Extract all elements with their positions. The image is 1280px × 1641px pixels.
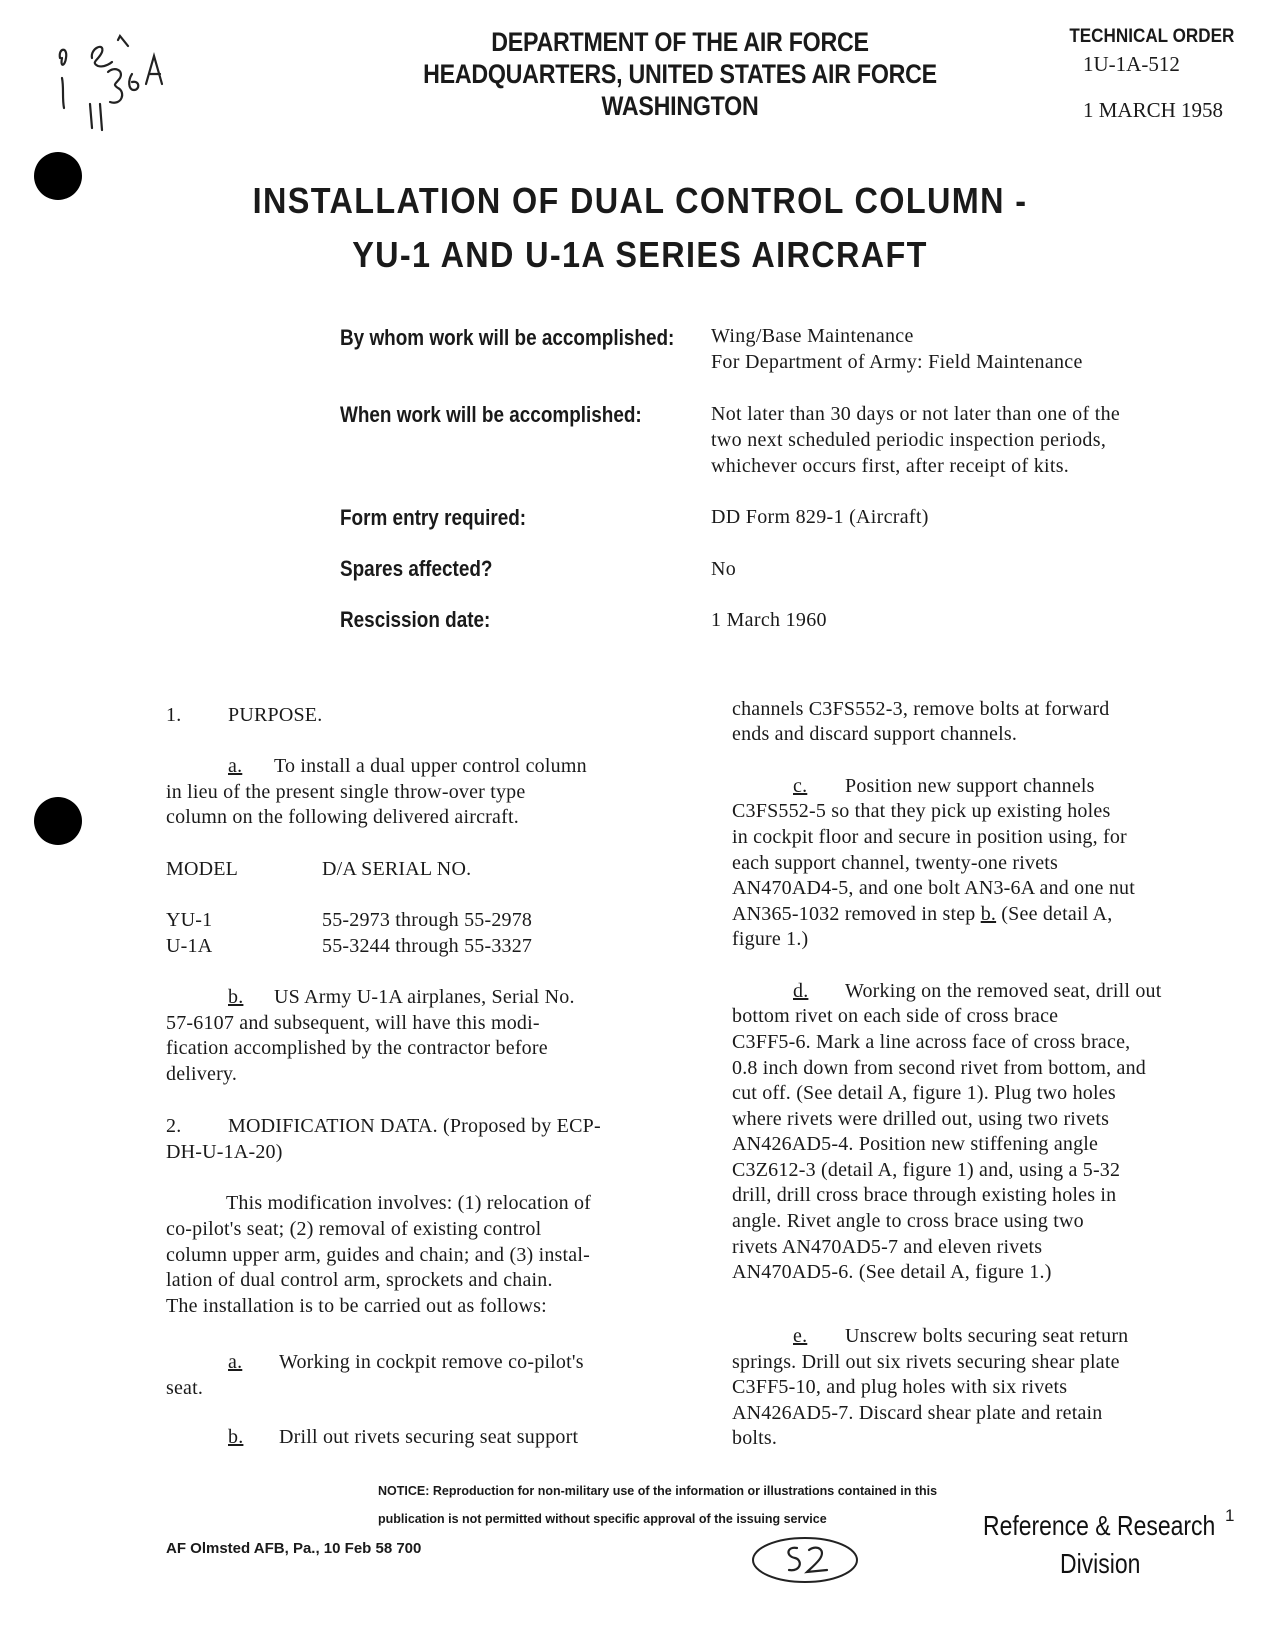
table-cell: 55-3244 through 55-3327 — [322, 935, 533, 957]
info-value-line: Wing/Base Maintenance — [711, 325, 914, 347]
info-label: Rescission date: — [340, 607, 491, 632]
paragraph-line: To install a dual upper control column — [274, 755, 587, 777]
paragraph-line: lation of dual control arm, sprockets and chain. — [166, 1269, 553, 1291]
section-number: 2. — [166, 1115, 182, 1137]
step-text: Working on the removed seat, drill out — [845, 980, 1162, 1002]
info-value-line: 1 March 1960 — [711, 609, 827, 631]
section-heading: PURPOSE. — [228, 704, 323, 726]
page-number: 1 — [1225, 1506, 1235, 1525]
step-text: rivets AN470AD5-7 and eleven rivets — [732, 1236, 1043, 1258]
step-letter: b. — [228, 1426, 244, 1448]
step-text: figure 1.) — [732, 928, 809, 950]
paragraph-line: fication accomplished by the contractor before — [166, 1037, 548, 1059]
step-text: in cockpit floor and secure in position using, for — [732, 826, 1127, 848]
paragraph-line: delivery. — [166, 1063, 238, 1085]
step-text: C3FF5-6. Mark a line across face of cross brace, — [732, 1031, 1131, 1053]
circled-handwritten-note — [745, 1530, 865, 1590]
table-header: MODEL — [166, 858, 239, 880]
info-value-line: For Department of Army: Field Maintenance — [711, 351, 1083, 373]
info-value — [711, 401, 1120, 479]
info-value — [711, 556, 736, 582]
stamp-line: Reference & Research — [983, 1510, 1216, 1541]
info-value — [711, 323, 1083, 375]
paragraph-letter: a. — [228, 755, 243, 777]
info-label: When work will be accomplished: — [340, 402, 642, 427]
step-reference: b. — [980, 903, 997, 925]
step-text: C3FS552-5 so that they pick up existing holes — [732, 800, 1111, 822]
paragraph-line: This modification involves: (1) relocation of — [226, 1192, 592, 1214]
info-label: Form entry required: — [340, 505, 527, 530]
technical-order-number: 1U-1A-512 — [1083, 52, 1180, 76]
step-text: AN470AD5-6. (See detail A, figure 1.) — [732, 1261, 1052, 1283]
reproduction-notice: publication is not permitted without specific approval of the issuing service — [378, 1512, 827, 1526]
step-text: drill, drill cross brace through existing holes in — [732, 1184, 1117, 1206]
punch-hole-top — [34, 152, 82, 200]
technical-order-date: 1 MARCH 1958 — [1083, 98, 1224, 122]
info-value-line: No — [711, 558, 737, 580]
step-letter: a. — [228, 1351, 243, 1373]
step-text: Working in cockpit remove co-pilot's — [279, 1351, 584, 1373]
table-cell: U-1A — [166, 935, 213, 957]
step-text: C3Z612-3 (detail A, figure 1) and, using a 5-32 — [732, 1159, 1121, 1181]
stamp-line: Division — [1060, 1548, 1141, 1579]
paragraph-line: in lieu of the present single throw-over type — [166, 781, 526, 803]
document-title-line: INSTALLATION OF DUAL CONTROL COLUMN - — [252, 180, 1028, 221]
step-letter: c. — [793, 775, 808, 797]
table-header: D/A SERIAL NO. — [322, 858, 472, 880]
step-text: bolts. — [732, 1427, 778, 1449]
step-text: angle. Rivet angle to cross brace using two — [732, 1210, 1084, 1232]
step-letter: d. — [793, 980, 809, 1002]
paragraph-line: US Army U-1A airplanes, Serial No. — [274, 986, 575, 1008]
info-value — [711, 607, 827, 633]
paragraph-line: 57-6107 and subsequent, will have this modi- — [166, 1012, 540, 1034]
paragraph-line: column upper arm, guides and chain; and (3) instal- — [166, 1244, 590, 1266]
step-text: springs. Drill out six rivets securing shear plate — [732, 1351, 1120, 1373]
step-text: Drill out rivets securing seat support — [279, 1426, 579, 1448]
info-label: By whom work will be accomplished: — [340, 325, 675, 350]
step-letter: e. — [793, 1325, 808, 1347]
handwritten-note — [50, 18, 190, 133]
info-value — [711, 504, 929, 530]
paragraph-line: The installation is to be carried out as follows: — [166, 1295, 547, 1317]
info-value-line: whichever occurs first, after receipt of kits. — [711, 455, 1070, 477]
table-cell: YU-1 — [166, 909, 213, 931]
paragraph-line: co-pilot's seat; (2) removal of existing control — [166, 1218, 542, 1240]
step-text: each support channel, twenty-one rivets — [732, 852, 1059, 874]
step-text: where rivets were drilled out, using two rivets — [732, 1108, 1110, 1130]
step-text: C3FF5-10, and plug holes with six rivets — [732, 1376, 1068, 1398]
step-text-segment: (See detail A, — [996, 903, 1113, 925]
paragraph-line: channels C3FS552-3, remove bolts at forward — [732, 698, 1110, 720]
step-text-segment: AN365-1032 removed in step — [732, 903, 981, 925]
info-value-line: two next scheduled periodic inspection periods, — [711, 429, 1107, 451]
paragraph-line: column on the following delivered aircraft. — [166, 806, 519, 828]
section-heading: MODIFICATION DATA. (Proposed by ECP- — [228, 1115, 601, 1137]
step-text: AN470AD4-5, and one bolt AN3-6A and one nut — [732, 877, 1135, 899]
step-text: AN426AD5-7. Discard shear plate and retain — [732, 1402, 1103, 1424]
section-number: 1. — [166, 704, 182, 726]
step-text: Position new support channels — [845, 775, 1095, 797]
header-line: HEADQUARTERS, UNITED STATES AIR FORCE — [423, 59, 937, 89]
technical-order-label: TECHNICAL ORDER — [1069, 26, 1234, 47]
step-text-line — [732, 902, 1112, 928]
section-heading: DH-U-1A-20) — [166, 1141, 283, 1163]
paragraph-letter: b. — [228, 986, 244, 1008]
punch-hole-middle — [34, 797, 82, 845]
issuing-authority — [422, 26, 938, 122]
step-text: bottom rivet on each side of cross brace — [732, 1005, 1059, 1027]
step-text: cut off. (See detail A, figure 1). Plug two holes — [732, 1082, 1116, 1104]
step-text: seat. — [166, 1377, 204, 1399]
printer-imprint: AF Olmsted AFB, Pa., 10 Feb 58 700 — [166, 1540, 422, 1557]
reproduction-notice: NOTICE: Reproduction for non-military use of the information or illustrations contained in this — [378, 1484, 938, 1498]
step-text: AN426AD5-4. Position new stiffening angle — [732, 1133, 1099, 1155]
paragraph-line: ends and discard support channels. — [732, 723, 1018, 745]
step-text: Unscrew bolts securing seat return — [845, 1325, 1129, 1347]
header-line: WASHINGTON — [601, 91, 759, 121]
document-title-line: YU-1 AND U-1A SERIES AIRCRAFT — [352, 234, 928, 275]
info-label: Spares affected? — [340, 556, 493, 581]
info-value-line: DD Form 829-1 (Aircraft) — [711, 506, 929, 528]
info-value-line: Not later than 30 days or not later than one of the — [711, 403, 1121, 425]
header-line: DEPARTMENT OF THE AIR FORCE — [491, 27, 869, 57]
step-text: 0.8 inch down from second rivet from bottom, and — [732, 1057, 1146, 1079]
table-cell: 55-2973 through 55-2978 — [322, 909, 533, 931]
